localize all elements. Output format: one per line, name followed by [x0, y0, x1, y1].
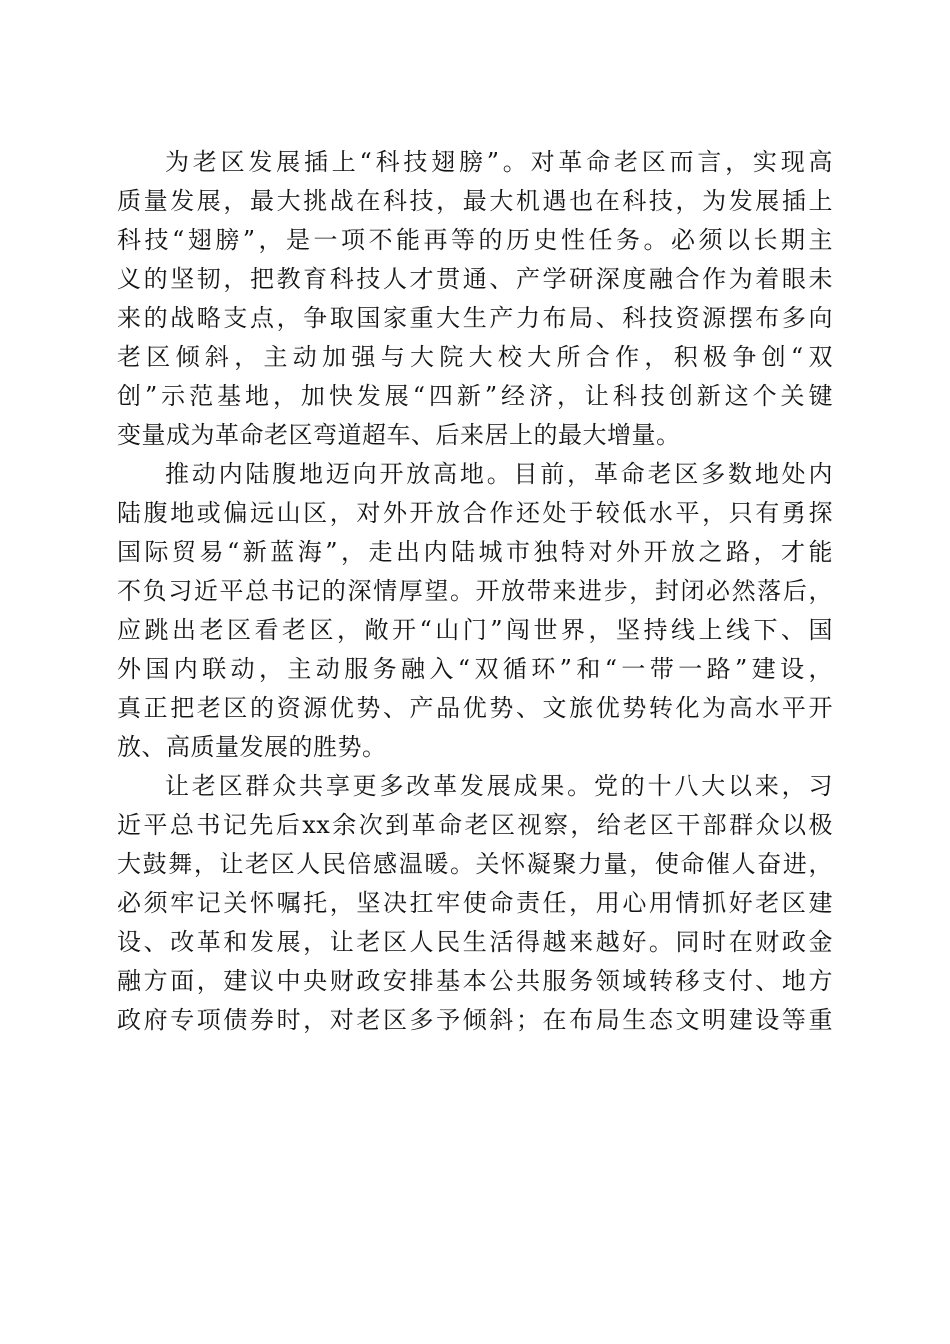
text-line: 近平总书记先后xx余次到革命老区视察，给老区干部群众以极 — [117, 811, 833, 839]
text-line: 不负习近平总书记的深情厚望。开放带来进步，封闭必然落后， — [117, 577, 833, 605]
text-line: 陆腹地或偏远山区，对外开放合作还处于较低水平，只有勇探 — [117, 499, 833, 527]
text-line: 应跳出老区看老区，敞开“山门”闯世界，坚持线上线下、国 — [117, 616, 833, 644]
text-line: 让老区群众共享更多改革发展成果。党的十八大以来，习 — [165, 772, 833, 800]
text-line: 老区倾斜，主动加强与大院大校大所合作，积极争创“双 — [117, 343, 833, 371]
text-line: 真正把老区的资源优势、产品优势、文旅优势转化为高水平开 — [117, 694, 833, 722]
paragraph-tech-wings — [117, 143, 833, 455]
text-line: 设、改革和发展，让老区人民生活得越来越好。同时在财政金 — [117, 928, 833, 956]
text-line: 国际贸易“新蓝海”，走出内陆城市独特对外开放之路，才能 — [117, 538, 833, 566]
text-line: 来的战略支点，争取国家重大生产力布局、科技资源摆布多向 — [117, 304, 833, 332]
text-line: 外国内联动，主动服务融入“双循环”和“一带一路”建设， — [117, 655, 833, 683]
text-line: 科技“翅膀”，是一项不能再等的历史性任务。必须以长期主 — [117, 226, 833, 254]
text-line: 推动内陆腹地迈向开放高地。目前，革命老区多数地处内 — [165, 460, 833, 488]
text-line: 必须牢记关怀嘱托，坚决扛牢使命责任，用心用情抓好老区建 — [117, 889, 833, 917]
text-line: 创”示范基地，加快发展“四新”经济，让科技创新这个关键 — [117, 382, 833, 410]
text-line: 质量发展，最大挑战在科技，最大机遇也在科技，为发展插上 — [117, 187, 833, 215]
text-line: 大鼓舞，让老区人民倍感温暖。关怀凝聚力量，使命催人奋进， — [117, 850, 833, 878]
text-line: 放、高质量发展的胜势。 — [117, 733, 387, 761]
text-line: 政府专项债券时，对老区多予倾斜；在布局生态文明建设等重 — [117, 1006, 833, 1034]
text-line: 变量成为革命老区弯道超车、后来居上的最大增量。 — [117, 421, 681, 449]
paragraph-opening-up — [117, 455, 833, 767]
text-line: 融方面，建议中央财政安排基本公共服务领域转移支付、地方 — [117, 967, 833, 995]
paragraph-shared-benefits — [117, 767, 833, 1040]
text-line: 为老区发展插上“科技翅膀”。对革命老区而言，实现高 — [165, 148, 833, 176]
text-line: 义的坚韧，把教育科技人才贯通、产学研深度融合作为着眼未 — [117, 265, 833, 293]
